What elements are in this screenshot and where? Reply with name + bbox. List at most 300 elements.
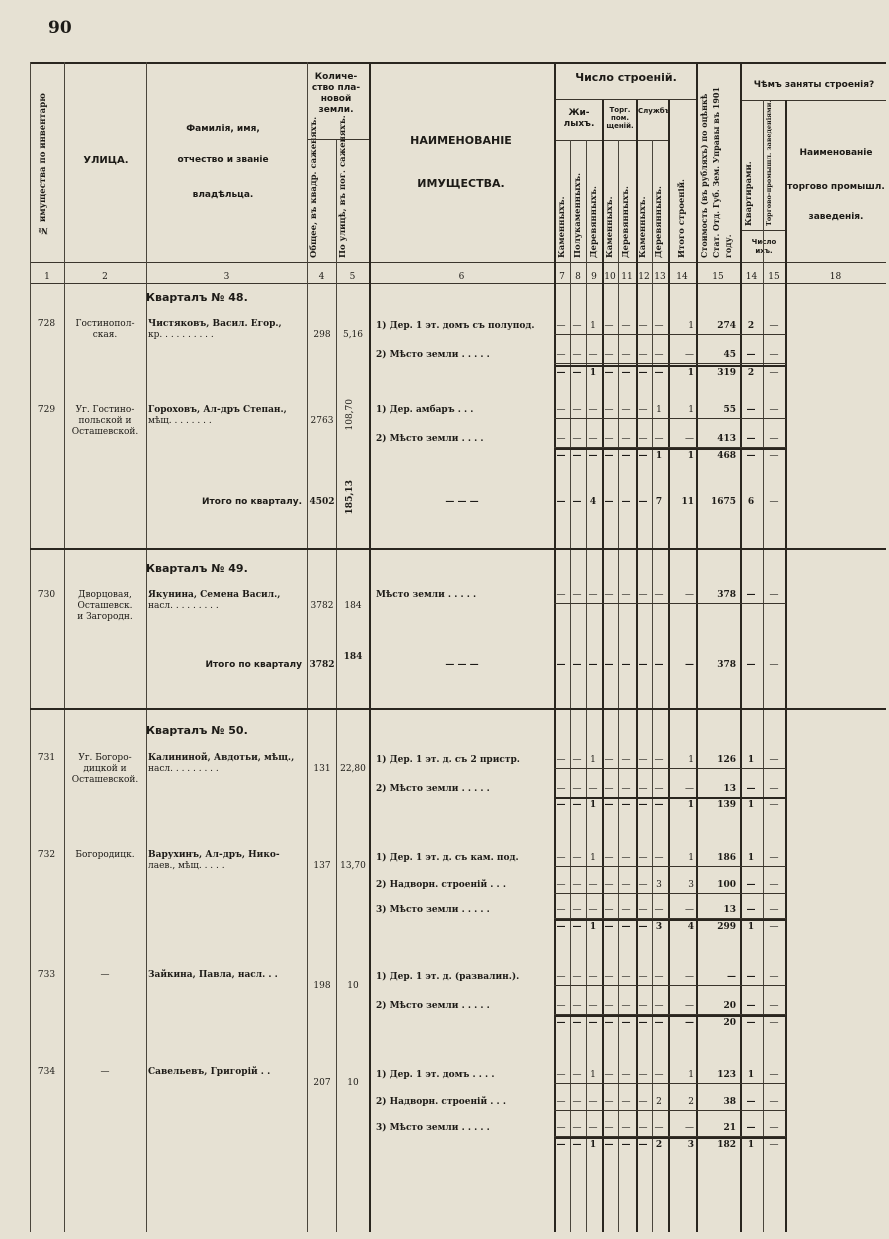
block-total-dash: — — — bbox=[445, 497, 479, 507]
building-count-cell: — bbox=[588, 451, 598, 461]
building-count-cell: — bbox=[604, 590, 614, 600]
entry-number: 733 bbox=[37, 970, 56, 980]
value-cell: 38 bbox=[723, 1097, 736, 1107]
entry-street: Уг. Гостино- bbox=[75, 405, 135, 415]
building-count-cell: — bbox=[654, 590, 664, 600]
entry-area: 298 bbox=[313, 330, 331, 340]
building-count-cell: 3 bbox=[687, 1140, 694, 1150]
building-count-cell: — bbox=[588, 880, 598, 890]
entry-street-len: 184 bbox=[344, 601, 362, 611]
block-total-area: 3782 bbox=[309, 660, 335, 670]
building-count-cell: 1 bbox=[688, 853, 694, 863]
entry-street-len: 10 bbox=[347, 1078, 359, 1088]
trade-cell: — bbox=[769, 405, 779, 415]
building-count-cell: — bbox=[604, 368, 614, 378]
building-count-cell: — bbox=[654, 905, 664, 915]
trade-cell: — bbox=[769, 1001, 779, 1011]
building-count-cell: — bbox=[638, 1001, 648, 1011]
header-value: Стоимость (въ рубляхъ) по оцѣнкѣ Стат. Отд. Губ. Зем. Управы въ 1901 году. bbox=[699, 86, 733, 258]
building-count-cell: — bbox=[572, 1140, 582, 1150]
block-title: Кварталъ № 48. bbox=[146, 291, 248, 304]
header-area: Общее, въ квадр. саженяхъ. bbox=[309, 116, 319, 258]
block-total-count: — bbox=[588, 660, 598, 670]
building-count-cell: — bbox=[621, 1070, 631, 1080]
column-number: 10 bbox=[604, 272, 616, 282]
building-count-cell: — bbox=[604, 922, 614, 932]
building-count-cell: — bbox=[654, 800, 664, 810]
header-wooden2: Деревянныхъ. bbox=[621, 185, 631, 258]
building-count-cell: — bbox=[604, 1018, 614, 1028]
building-count-cell: 1 bbox=[590, 1070, 596, 1080]
building-count-cell: — bbox=[556, 1097, 566, 1107]
building-count-cell: — bbox=[572, 905, 582, 915]
building-count-cell: — bbox=[604, 755, 614, 765]
apartments-cell: — bbox=[746, 784, 756, 794]
building-count-cell: — bbox=[621, 350, 631, 360]
header-est-name-2: торгово промышл. bbox=[787, 182, 885, 192]
header-living: Жи-лыхъ. bbox=[563, 108, 595, 129]
building-count-cell: 1 bbox=[687, 368, 694, 378]
building-count-cell: — bbox=[654, 755, 664, 765]
value-cell: 13 bbox=[723, 905, 736, 915]
block-total-dash: — — — bbox=[445, 660, 479, 670]
apartments-cell: — bbox=[746, 1001, 756, 1011]
apartments-cell: — bbox=[746, 405, 756, 415]
apartments-cell: 1 bbox=[747, 853, 755, 863]
column-number: 2 bbox=[102, 272, 108, 282]
value-cell: 274 bbox=[717, 321, 736, 331]
block-title: Кварталъ № 49. bbox=[146, 562, 248, 575]
building-count-cell: 3 bbox=[688, 880, 694, 890]
column-number: 7 bbox=[559, 272, 565, 282]
building-count-cell: — bbox=[621, 368, 631, 378]
building-count-cell: — bbox=[638, 972, 648, 982]
building-count-cell: 1 bbox=[590, 755, 596, 765]
column-number: 4 bbox=[318, 272, 325, 282]
building-count-cell: 1 bbox=[589, 368, 597, 378]
building-count-cell: — bbox=[572, 321, 582, 331]
building-count-cell: — bbox=[638, 853, 648, 863]
value-cell: 186 bbox=[717, 853, 736, 863]
block-total-count: — bbox=[638, 660, 648, 670]
block-total-count: — bbox=[604, 497, 614, 507]
header-trade: Торг. пом. щеній. bbox=[606, 106, 634, 130]
entry-street: Осташевской. bbox=[71, 427, 139, 437]
apartments-cell: — bbox=[746, 1018, 756, 1028]
value-cell: 139 bbox=[717, 800, 736, 810]
building-count-cell: — bbox=[588, 1001, 598, 1011]
block-total-count: — bbox=[556, 497, 566, 507]
value-cell: — bbox=[727, 972, 736, 982]
header-property-1: НАИМЕНОВАНІЕ bbox=[410, 134, 512, 147]
building-count-cell: — bbox=[654, 1018, 664, 1028]
entry-owner: Савельевъ, Григорій . . bbox=[148, 1067, 271, 1077]
column-number: 14 bbox=[676, 272, 688, 282]
apartments-cell: 2 bbox=[747, 368, 755, 378]
building-count-cell: 1 bbox=[688, 1070, 694, 1080]
block-total-count: — bbox=[621, 497, 631, 507]
building-count-cell: — bbox=[638, 905, 648, 915]
building-count-cell: — bbox=[572, 800, 582, 810]
building-count-cell: — bbox=[604, 800, 614, 810]
building-count-cell: — bbox=[604, 784, 614, 794]
property-item: 1) Дер. 1 эт. д. (развалин.). bbox=[376, 972, 520, 982]
value-cell: 45 bbox=[723, 350, 736, 360]
header-owner-2: отчество и званіе bbox=[177, 155, 269, 165]
apartments-cell: — bbox=[746, 590, 756, 600]
building-count-cell: — bbox=[556, 755, 566, 765]
building-count-cell: 1 bbox=[656, 405, 662, 415]
block-title: Кварталъ № 50. bbox=[146, 724, 248, 737]
apartments-cell: 1 bbox=[747, 1140, 755, 1150]
header-occupied-group: Чѣмъ заняты строенія? bbox=[753, 80, 875, 90]
value-cell: 319 bbox=[717, 368, 736, 378]
entry-owner: мѣщ. . . . . . . . bbox=[148, 416, 212, 426]
building-count-cell: — bbox=[588, 1123, 598, 1133]
building-count-cell: 4 bbox=[687, 922, 694, 932]
building-count-cell: — bbox=[556, 784, 566, 794]
building-count-cell: — bbox=[572, 1018, 582, 1028]
entry-owner: Якунина, Семена Васил., bbox=[148, 590, 281, 600]
building-count-cell: — bbox=[604, 1097, 614, 1107]
building-count-cell: — bbox=[638, 451, 648, 461]
building-count-cell: — bbox=[556, 321, 566, 331]
apartments-cell: — bbox=[746, 1097, 756, 1107]
block-total-street: 185,13 bbox=[345, 480, 355, 515]
building-count-cell: — bbox=[604, 1140, 614, 1150]
entry-street: — bbox=[100, 970, 110, 980]
trade-cell: — bbox=[769, 755, 779, 765]
column-number: 1 bbox=[44, 272, 50, 282]
trade-cell: — bbox=[769, 800, 779, 810]
header-halfstone: Полукаменныхъ. bbox=[573, 172, 583, 258]
trade-cell: — bbox=[769, 880, 779, 890]
building-count-cell: — bbox=[654, 1070, 664, 1080]
trade-cell: — bbox=[769, 434, 779, 444]
building-count-cell: — bbox=[604, 1123, 614, 1133]
block-total-label: Итого по кварталу. bbox=[202, 497, 302, 507]
building-count-cell: — bbox=[588, 590, 598, 600]
building-count-cell: — bbox=[572, 784, 582, 794]
property-item: 2) Мѣсто земли . . . . . bbox=[376, 350, 490, 360]
column-number: 11 bbox=[621, 272, 633, 282]
building-count-cell: 1 bbox=[589, 922, 597, 932]
building-count-cell: — bbox=[572, 880, 582, 890]
entry-owner: Зайкина, Павла, насл. . . bbox=[148, 970, 278, 980]
entry-street-len: 108,70 bbox=[345, 399, 355, 431]
building-count-cell: — bbox=[572, 1123, 582, 1133]
building-count-cell: — bbox=[556, 1070, 566, 1080]
building-count-cell: — bbox=[588, 434, 598, 444]
trade-cell: — bbox=[769, 321, 779, 331]
value-cell: 182 bbox=[717, 1140, 736, 1150]
trade-cell: — bbox=[769, 350, 779, 360]
block-total-count: — bbox=[572, 497, 582, 507]
entry-area: 198 bbox=[313, 981, 331, 991]
trade-cell: — bbox=[769, 1070, 779, 1080]
trade-cell: — bbox=[769, 590, 779, 600]
entry-street: Гостинопол- bbox=[75, 319, 135, 329]
property-item: 2) Надворн. строеній . . . bbox=[376, 1097, 506, 1107]
value-cell: 21 bbox=[723, 1123, 736, 1133]
building-count-cell: — bbox=[556, 1123, 566, 1133]
apartments-cell: — bbox=[746, 434, 756, 444]
apartments-cell: 1 bbox=[747, 1070, 755, 1080]
header-stone3: Каменныхъ. bbox=[638, 196, 648, 258]
building-count-cell: — bbox=[654, 1123, 664, 1133]
header-street: УЛИЦА. bbox=[83, 155, 129, 166]
entry-owner: кр. . . . . . . . . . bbox=[148, 330, 214, 340]
entry-street: Осташевск. bbox=[77, 601, 133, 611]
trade-cell: — bbox=[769, 853, 779, 863]
building-count-cell: — bbox=[604, 434, 614, 444]
value-cell: 13 bbox=[723, 784, 736, 794]
value-cell: 20 bbox=[723, 1001, 736, 1011]
apartments-cell: 1 bbox=[747, 800, 755, 810]
entry-street-len: 10 bbox=[347, 981, 359, 991]
property-item: 2) Мѣсто земли . . . . . bbox=[376, 1001, 490, 1011]
trade-cell: — bbox=[769, 1140, 779, 1150]
building-count-cell: — bbox=[638, 922, 648, 932]
entry-owner: Калининой, Авдотьи, мѣщ., bbox=[148, 753, 295, 763]
block-total-count: — bbox=[604, 660, 614, 670]
building-count-cell: 1 bbox=[688, 755, 694, 765]
block-total-count: 7 bbox=[655, 497, 663, 507]
header-buildings-group: Число строеній. bbox=[575, 71, 677, 84]
building-count-cell: — bbox=[572, 1001, 582, 1011]
building-count-cell: 2 bbox=[656, 1097, 662, 1107]
column-number: 14 bbox=[745, 272, 758, 282]
entry-street-len: 5,16 bbox=[342, 330, 364, 340]
building-count-cell: 3 bbox=[656, 880, 662, 890]
building-count-cell: — bbox=[556, 853, 566, 863]
building-count-cell: — bbox=[572, 590, 582, 600]
property-item: 2) Надворн. строеній . . . bbox=[376, 880, 506, 890]
trade-cell: — bbox=[769, 1018, 779, 1028]
building-count-cell: 3 bbox=[655, 922, 663, 932]
entry-street: Дворцовая, bbox=[78, 590, 132, 600]
block-total-count: — bbox=[572, 660, 582, 670]
value-cell: 468 bbox=[717, 451, 736, 461]
building-count-cell: — bbox=[685, 1018, 694, 1028]
building-count-cell: — bbox=[572, 1097, 582, 1107]
building-count-cell: — bbox=[638, 321, 648, 331]
header-count: Число ихъ. bbox=[751, 238, 777, 255]
building-count-cell: — bbox=[588, 1097, 598, 1107]
building-count-cell: — bbox=[654, 972, 664, 982]
apartments-cell: — bbox=[746, 972, 756, 982]
header-stone: Каменныхъ. bbox=[557, 196, 567, 258]
apartments-cell: — bbox=[746, 350, 756, 360]
block-total-count: 4 bbox=[589, 497, 597, 507]
property-item: 2) Мѣсто земли . . . . . bbox=[376, 784, 490, 794]
building-count-cell: — bbox=[621, 1018, 631, 1028]
entry-number: 734 bbox=[37, 1067, 56, 1077]
building-count-cell: — bbox=[621, 922, 631, 932]
entry-street: ская. bbox=[92, 330, 118, 340]
value-cell: 378 bbox=[717, 590, 736, 600]
entry-street: дицкой и bbox=[83, 764, 127, 774]
building-count-cell: — bbox=[556, 922, 566, 932]
entry-street-len: 13,70 bbox=[340, 861, 366, 871]
building-count-cell: — bbox=[604, 1070, 614, 1080]
header-total-buildings: Итого строеній. bbox=[677, 179, 687, 258]
building-count-cell: — bbox=[556, 800, 566, 810]
building-count-cell: — bbox=[638, 1097, 648, 1107]
header-est-name-1: Наименованіе bbox=[799, 148, 873, 158]
building-count-cell: — bbox=[556, 972, 566, 982]
building-count-cell: — bbox=[685, 1123, 694, 1133]
building-count-cell: — bbox=[604, 853, 614, 863]
building-count-cell: — bbox=[556, 1140, 566, 1150]
header-inventory-number: № имущества по инвентарю bbox=[38, 93, 48, 235]
property-item: 2) Мѣсто земли . . . . bbox=[376, 434, 484, 444]
building-count-cell: — bbox=[621, 784, 631, 794]
building-count-cell: — bbox=[638, 784, 648, 794]
block-total-count: — bbox=[556, 660, 566, 670]
entry-area: 2763 bbox=[310, 416, 334, 426]
building-count-cell: — bbox=[654, 368, 664, 378]
block-total-apts: — bbox=[746, 660, 756, 670]
property-item: 1) Дер. 1 эт. д. съ 2 пристр. bbox=[376, 755, 520, 765]
building-count-cell: 1 bbox=[687, 451, 694, 461]
building-count-cell: — bbox=[654, 350, 664, 360]
block-total-count: — bbox=[654, 660, 664, 670]
building-count-cell: — bbox=[621, 800, 631, 810]
building-count-cell: — bbox=[654, 784, 664, 794]
building-count-cell: — bbox=[638, 1070, 648, 1080]
building-count-cell: — bbox=[638, 1123, 648, 1133]
block-total-apts: 6 bbox=[747, 497, 755, 507]
entry-street: — bbox=[100, 1067, 110, 1077]
block-total-area: 4502 bbox=[309, 497, 335, 507]
building-count-cell: — bbox=[638, 590, 648, 600]
trade-cell: — bbox=[769, 922, 779, 932]
building-count-cell: 1 bbox=[688, 405, 694, 415]
building-count-cell: 1 bbox=[688, 321, 694, 331]
apartments-cell: — bbox=[746, 905, 756, 915]
header-wooden: Деревянныхъ. bbox=[589, 185, 599, 258]
building-count-cell: — bbox=[588, 405, 598, 415]
block-total-count: 11 bbox=[681, 497, 694, 507]
column-number: 13 bbox=[654, 272, 666, 282]
column-number: 5 bbox=[349, 272, 356, 282]
building-count-cell: — bbox=[572, 350, 582, 360]
building-count-cell: — bbox=[621, 405, 631, 415]
block-total-count: — bbox=[638, 497, 648, 507]
building-count-cell: — bbox=[604, 880, 614, 890]
header-owner-3: владѣльца. bbox=[192, 190, 254, 200]
block-total-value: 378 bbox=[717, 660, 736, 670]
column-number: 9 bbox=[591, 272, 597, 282]
building-count-cell: — bbox=[621, 321, 631, 331]
entry-street: Уг. Богоро- bbox=[78, 753, 132, 763]
building-count-cell: — bbox=[572, 405, 582, 415]
building-count-cell: 2 bbox=[655, 1140, 663, 1150]
building-count-cell: — bbox=[572, 1070, 582, 1080]
building-count-cell: — bbox=[621, 755, 631, 765]
building-count-cell: — bbox=[556, 405, 566, 415]
block-total-trade: — bbox=[769, 497, 779, 507]
entry-street-len: 22,80 bbox=[340, 764, 366, 774]
apartments-cell: — bbox=[746, 451, 756, 461]
block-total-label: Итого по кварталу bbox=[205, 660, 302, 670]
building-count-cell: — bbox=[572, 922, 582, 932]
building-count-cell: — bbox=[621, 1001, 631, 1011]
header-street-len: По улицѣ, въ пог. саженяхъ. bbox=[338, 115, 348, 258]
building-count-cell: — bbox=[685, 434, 694, 444]
entry-area: 3782 bbox=[310, 601, 334, 611]
entry-area: 207 bbox=[313, 1078, 331, 1088]
property-item: 3) Мѣсто земли . . . . . bbox=[376, 1123, 490, 1133]
building-count-cell: — bbox=[588, 350, 598, 360]
building-count-cell: — bbox=[685, 972, 694, 982]
value-cell: 413 bbox=[717, 434, 736, 444]
building-count-cell: — bbox=[621, 1123, 631, 1133]
building-count-cell: — bbox=[588, 905, 598, 915]
building-count-cell: — bbox=[604, 972, 614, 982]
building-count-cell: — bbox=[604, 1001, 614, 1011]
building-count-cell: — bbox=[621, 905, 631, 915]
building-count-cell: 2 bbox=[688, 1097, 694, 1107]
building-count-cell: — bbox=[638, 1018, 648, 1028]
entry-area: 131 bbox=[313, 764, 331, 774]
building-count-cell: — bbox=[604, 451, 614, 461]
header-property-2: ИМУЩЕСТВА. bbox=[417, 177, 505, 190]
value-cell: 20 bbox=[723, 1018, 736, 1028]
building-count-cell: — bbox=[685, 350, 694, 360]
building-count-cell: — bbox=[572, 853, 582, 863]
block-total-street: 184 bbox=[343, 652, 363, 662]
value-cell: 299 bbox=[717, 922, 736, 932]
building-count-cell: — bbox=[654, 434, 664, 444]
building-count-cell: — bbox=[638, 880, 648, 890]
header-trade-est: Торгово-промышл. заведеніями. bbox=[765, 100, 773, 226]
trade-cell: — bbox=[769, 972, 779, 982]
building-count-cell: — bbox=[685, 1001, 694, 1011]
header-service: Службъ bbox=[638, 107, 670, 115]
entry-owner: Чистяковъ, Васил. Егор., bbox=[148, 319, 282, 329]
building-count-cell: — bbox=[556, 451, 566, 461]
trade-cell: — bbox=[769, 905, 779, 915]
building-count-cell: 1 bbox=[687, 800, 694, 810]
building-count-cell: — bbox=[556, 905, 566, 915]
trade-cell: — bbox=[769, 368, 779, 378]
building-count-cell: — bbox=[621, 972, 631, 982]
property-item: 1) Дер. 1 эт. д. съ кам. под. bbox=[376, 853, 519, 863]
entry-owner: Варухинъ, Ал-дръ, Нико- bbox=[148, 850, 280, 860]
building-count-cell: — bbox=[572, 368, 582, 378]
header-wooden3: Деревянныхъ. bbox=[654, 185, 664, 258]
property-item: 1) Дер. 1 эт. домъ . . . . bbox=[376, 1070, 495, 1080]
building-count-cell: — bbox=[556, 590, 566, 600]
page-number: 90 bbox=[48, 18, 72, 38]
header-owner-1: Фамилія, имя, bbox=[186, 124, 260, 134]
building-count-cell: — bbox=[604, 405, 614, 415]
entry-street: и Загородн. bbox=[77, 612, 133, 622]
building-count-cell: 1 bbox=[590, 321, 596, 331]
building-count-cell: — bbox=[638, 800, 648, 810]
entry-number: 729 bbox=[37, 405, 56, 415]
building-count-cell: — bbox=[621, 853, 631, 863]
property-item: 3) Мѣсто земли . . . . . bbox=[376, 905, 490, 915]
trade-cell: — bbox=[769, 451, 779, 461]
building-count-cell: — bbox=[621, 451, 631, 461]
building-count-cell: — bbox=[685, 590, 694, 600]
building-count-cell: — bbox=[638, 405, 648, 415]
building-count-cell: — bbox=[604, 905, 614, 915]
column-number: 15 bbox=[768, 272, 780, 282]
